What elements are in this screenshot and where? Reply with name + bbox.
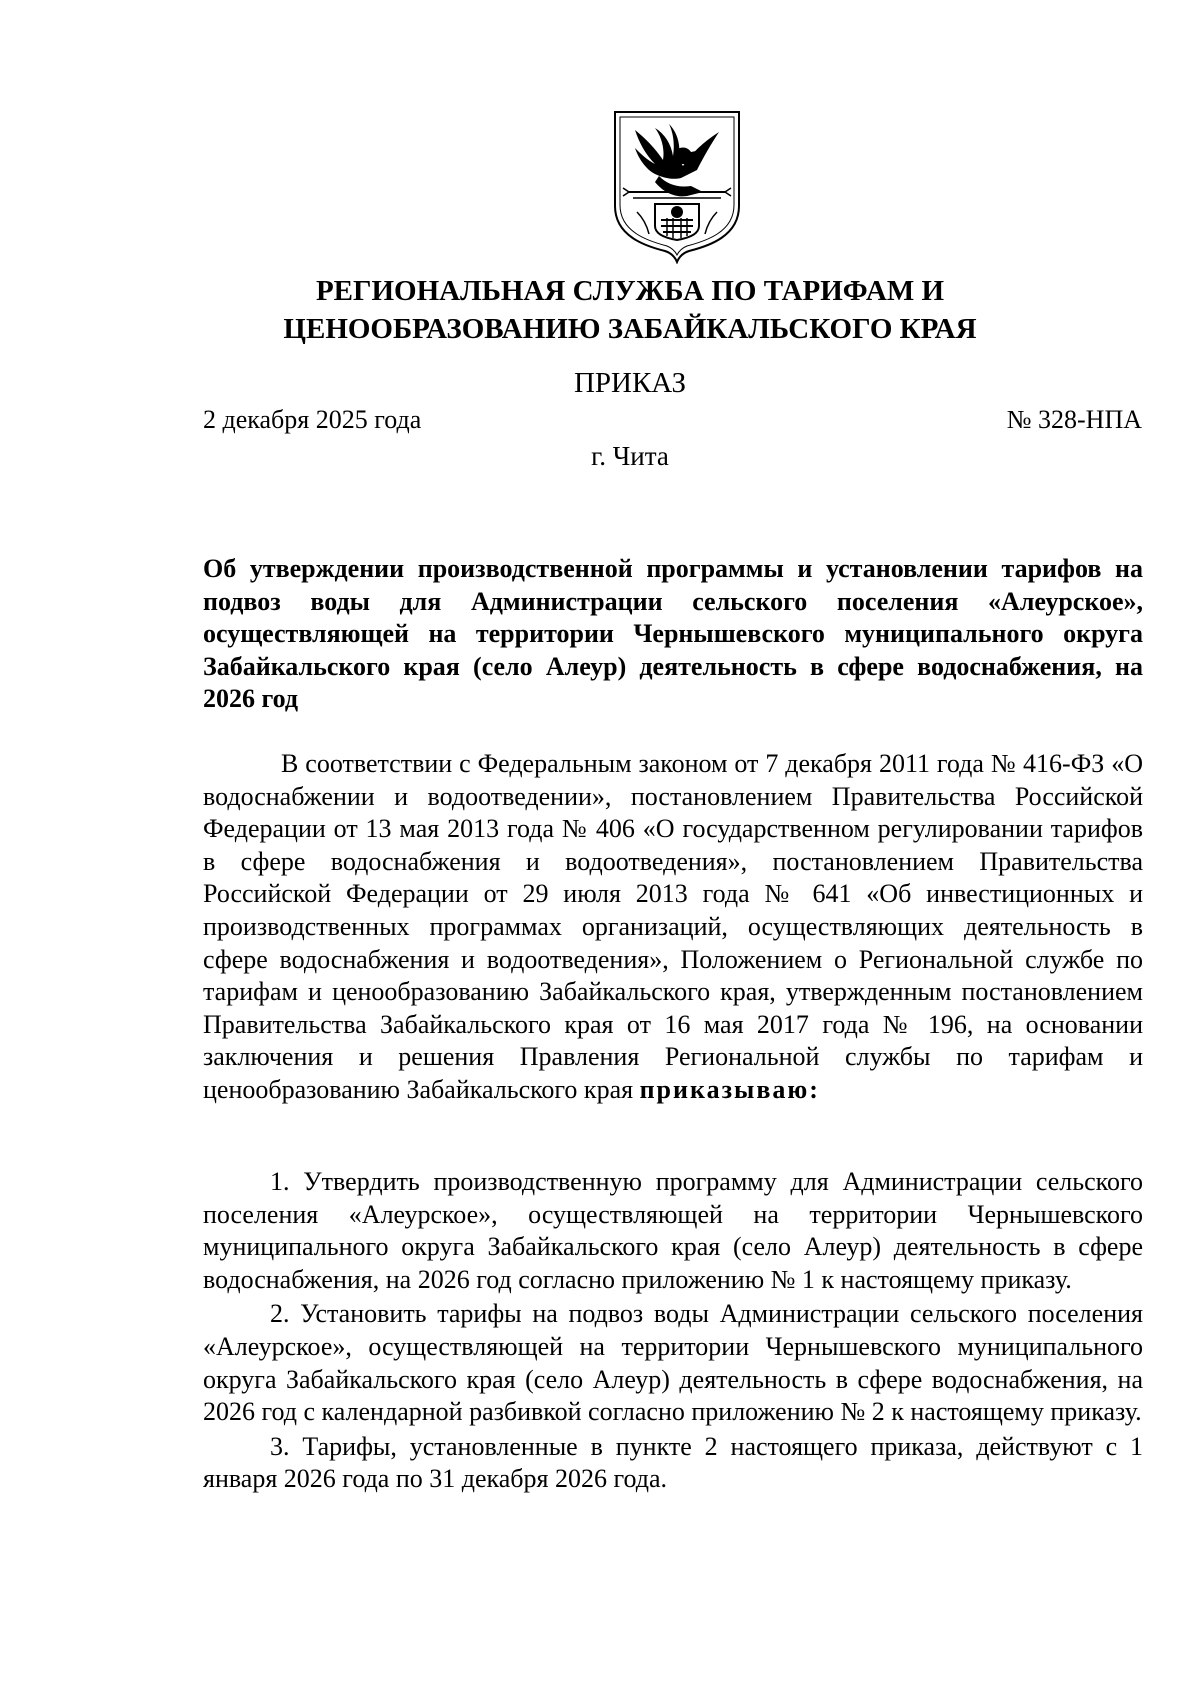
organization-title (180, 272, 1080, 348)
order-items (203, 1166, 1143, 1498)
decree-word: приказываю: (639, 1074, 820, 1104)
document-number: № 328-НПА (1006, 405, 1142, 434)
coat-of-arms-icon (611, 108, 743, 264)
organization-title-line2: ЦЕНООБРАЗОВАНИЮ ЗАБАЙКАЛЬСКОГО КРАЯ (283, 313, 977, 345)
document-type: ПРИКАЗ (573, 367, 687, 399)
order-item-2: 2. Установить тарифы на подвоз воды Администрации сельского поселения «Алеурское», осуществляющей на территории Чернышевского муниципального округа Забайкальского края (село Алеур) деятельность в сфере водоснабжения, на 2026 год с календарной разбивкой согласно приложению № 2 к настоящему приказу. (203, 1299, 1143, 1427)
document-subject: Об утверждении производственной программы и установлении тарифов на подвоз воды для Администрации сельского поселения «Алеурское», осуществляющей на территории Чернышевского муниципального округа Забайкальского края (село Алеур) деятельность в сфере водоснабжения, на 2026 год (203, 554, 1143, 713)
document-date: 2 декабря 2025 года (203, 405, 422, 434)
order-item-1: 1. Утвердить производственную программу для Администрации сельского поселения «Алеурское», осуществляющей на территории Чернышевского муниципального округа Забайкальского края (село Алеур) деятельность в сфере водоснабжения, на 2026 год согласно приложению № 1 к настоящему приказу. (203, 1167, 1143, 1294)
document-city: г. Чита (591, 441, 669, 471)
preamble-paragraph (203, 748, 1143, 1107)
order-item-3: 3. Тарифы, установленные в пункте 2 настоящего приказа, действуют с 1 января 2026 года по 31 декабря 2026 года. (203, 1431, 1143, 1494)
organization-title-line1: РЕГИОНАЛЬНАЯ СЛУЖБА ПО ТАРИФАМ И (315, 275, 945, 307)
preamble-text: В соответствии с Федеральным законом от 7 декабря 2011 года № 416-ФЗ «О водоснабжении и водоотведении», постановлением Правительства Российской Федерации от 13 мая 2013 года № 406 «О государственном регулировании тарифов в сфере водоснабжения и водоотведения», постановлением Правительства Российской Федерации от 29 июля 2013 года № 641 «Об инвестиционных и производственных программах организаций, осуществляющих деятельность в сфере водоснабжения и водоотведения», Положением о Региональной службе по тарифам и ценообразованию Забайкальского края, утвержденным постановлением Правительства Забайкальского края от 16 мая 2017 года № 196, на основании заключения и решения Правления Региональной службы по тарифам и ценообразованию Забайкальского края (203, 749, 1143, 1104)
